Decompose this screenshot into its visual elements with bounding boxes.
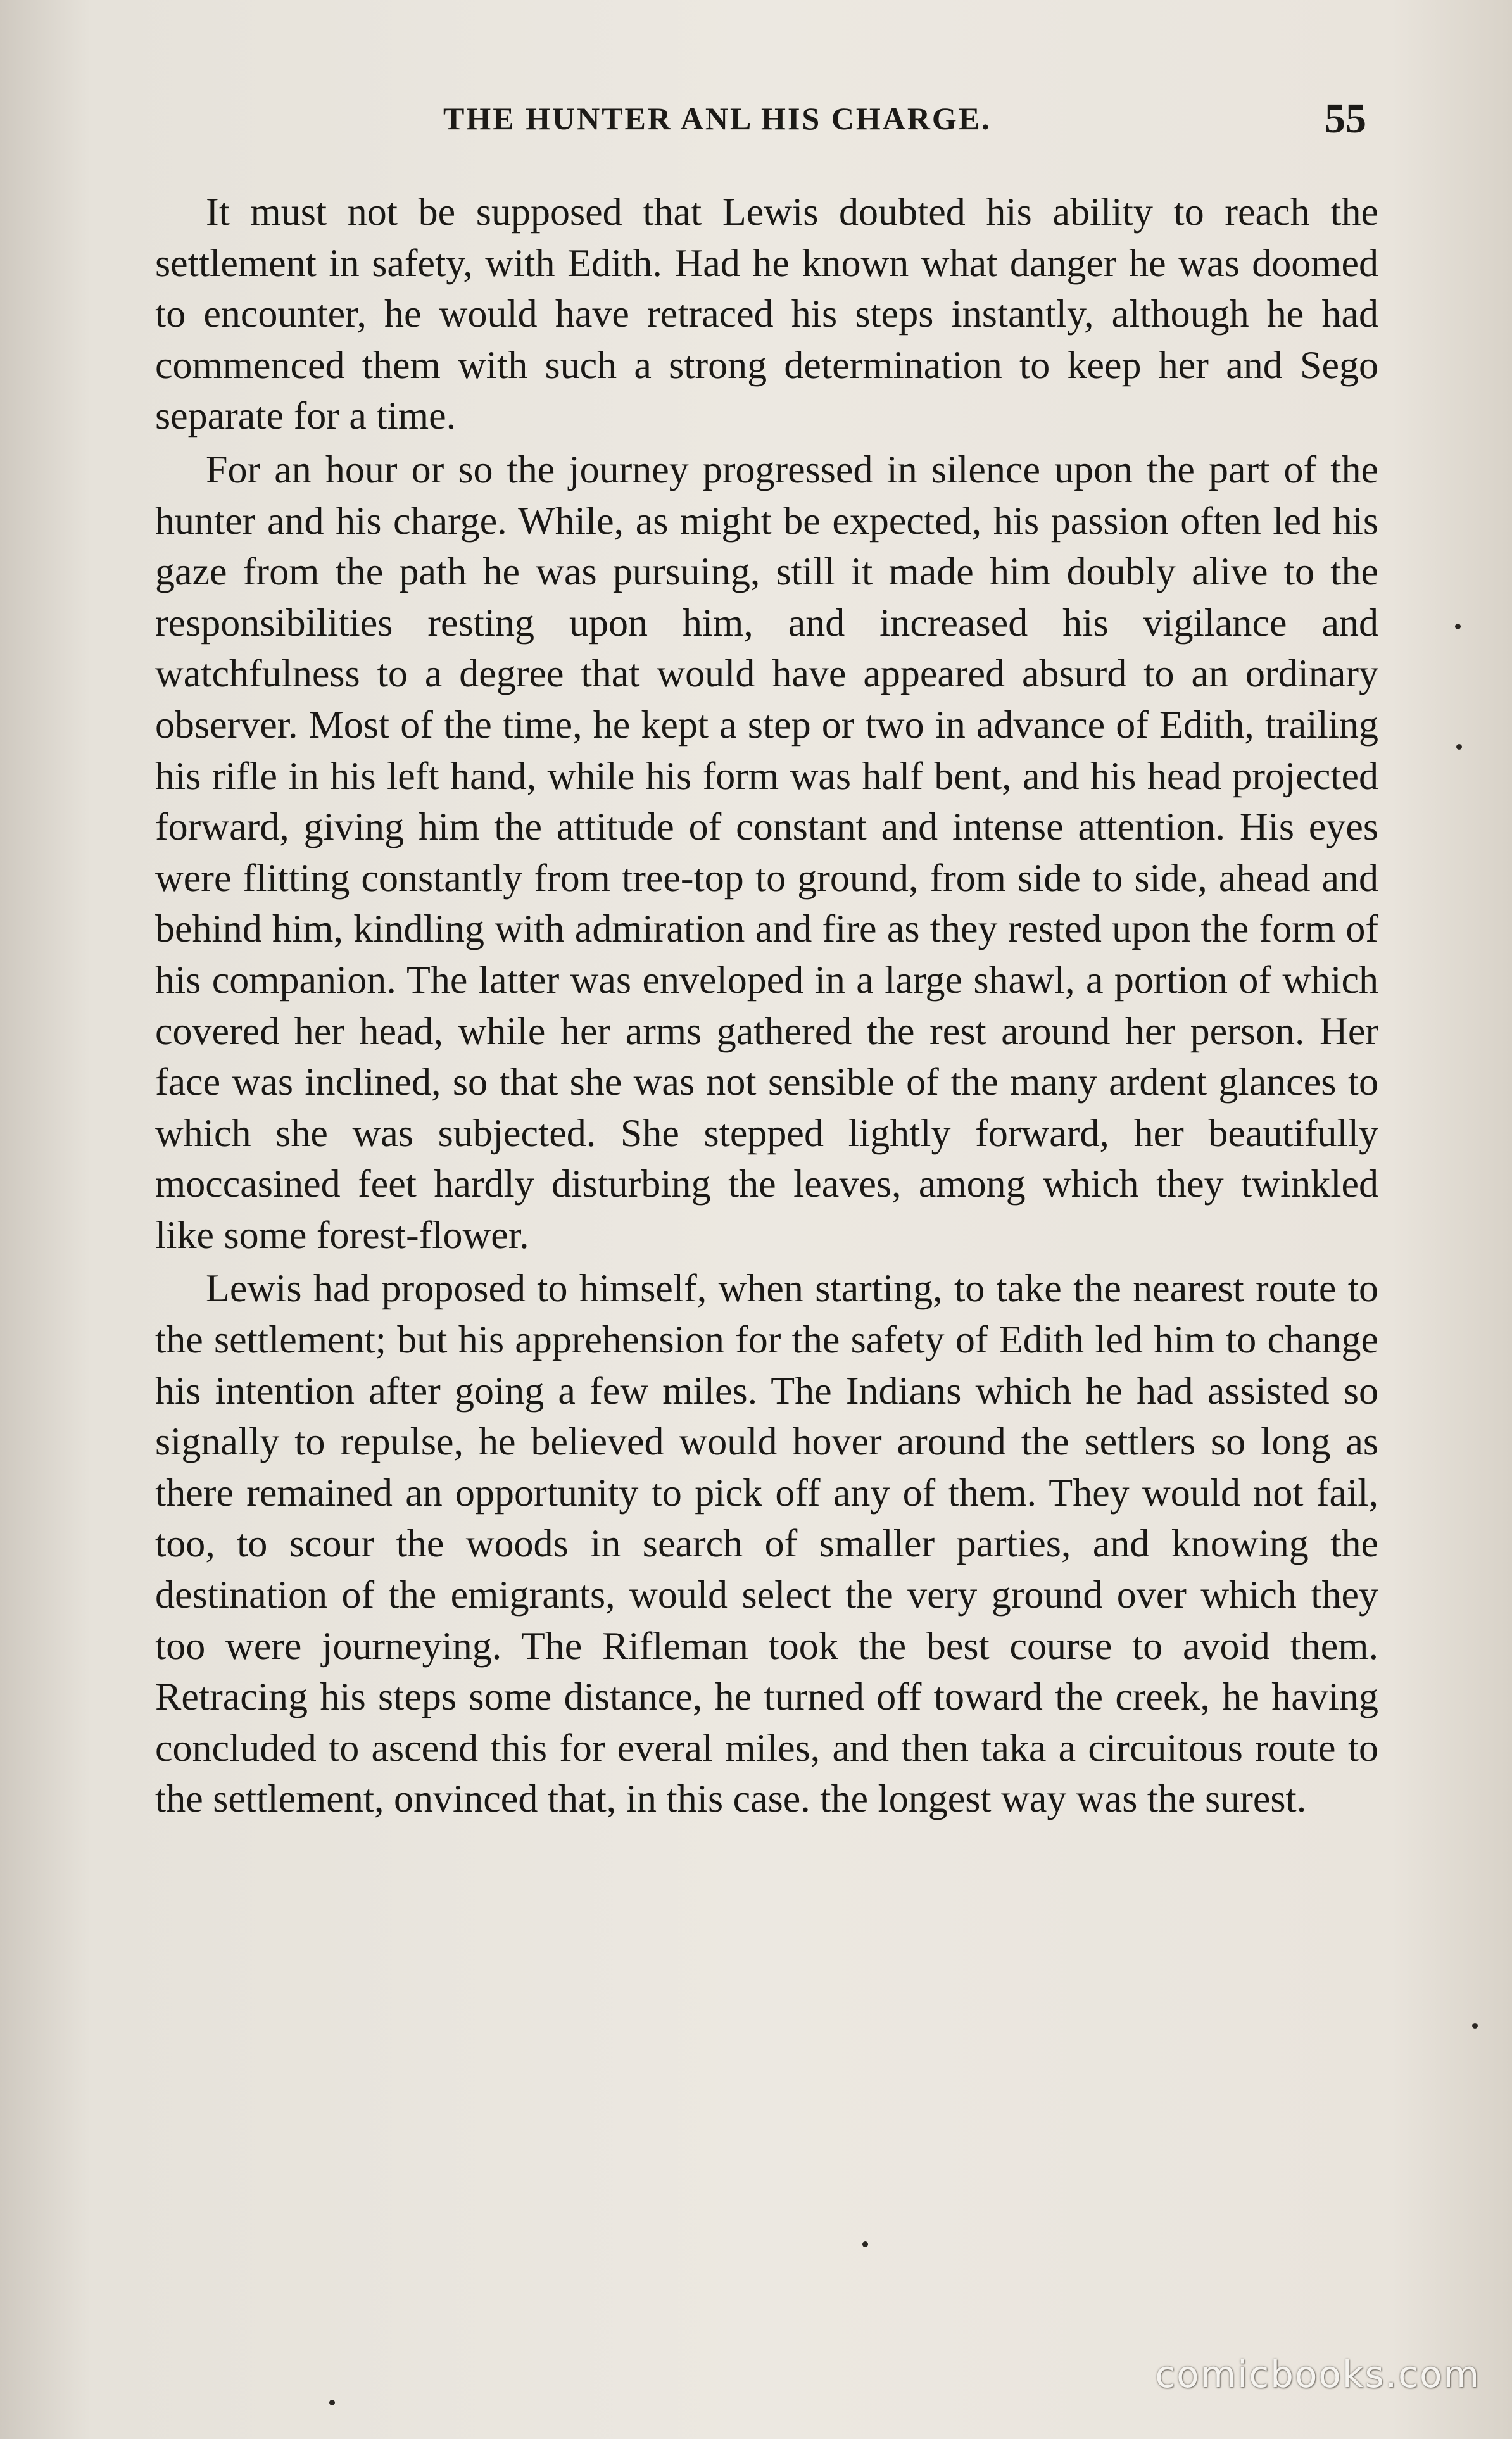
print-speck: [1472, 2023, 1478, 2029]
running-title: THE HUNTER ANL HIS CHARGE.: [443, 101, 992, 136]
paragraph-2: For an hour or so the journey progressed in silence upon the part of the hunter and his charge. While, as might be expected, his passion often led his gaze from the path he was pursuing, still it made him doubly alive to the responsibilities resting upon him, and increased his vigilance and watchfulness to a degree that would have appeared absurd to an ordinary observer. Most of the time, he kept a step or two in advance of Edith, trailing his rifle in his left hand, while his form was half bent, and his head projected forward, giving him the attitude of constant and intense attention. His eyes were flitting constantly from tree-top to ground, from side to side, ahead and behind him, kindling with admiration and fire as they rested upon the form of his companion. The latter was enveloped in a large shawl, a portion of which covered her head, while her arms gathered the rest around her person. Her face was inclined, so that she was not sensible of the many ardent glances to which she was subjected. She stepped lightly forward, her beautifully moccasined feet hardly disturbing the leaves, among which they twinkled like some forest-flower.: [155, 448, 1378, 1257]
paragraph-3: Lewis had proposed to himself, when starting, to take the nearest route to the settlement; but his apprehension for the safety of Edith led him to change his intention after going a few miles. The Indians which he had assisted so signally to repulse, he believed would hover around the settlers so long as there remained an opportunity to pick off any of them. They would not fail, too, to scour the woods in search of smaller parties, and knowing the destination of the emigrants, would select the very ground over which they too were journeying. The Rifleman took the best course to avoid them. Retracing his steps some distance, he turned off toward the creek, he having concluded to ascend this for everal miles, and then taka a circuitous route to the settlement, onvinced that, in this case. the longest way was the surest.: [155, 1267, 1378, 1821]
body-text: [155, 187, 1378, 1825]
print-speck: [1456, 744, 1462, 750]
page-number: 55: [1325, 96, 1366, 142]
running-header: [0, 95, 1512, 146]
watermark-logo: comicbooks.com: [1155, 2353, 1480, 2396]
paragraph-1: It must not be supposed that Lewis doubted his ability to reach the settlement in safety, with Edith. Had he known what danger he was doomed to encounter, he would have retraced his steps instantly, although he had commenced them with such a strong determination to keep her and Sego separate for a time.: [155, 191, 1378, 438]
print-speck: [329, 2400, 335, 2405]
print-speck: [1455, 624, 1461, 629]
print-speck: [862, 2241, 868, 2247]
